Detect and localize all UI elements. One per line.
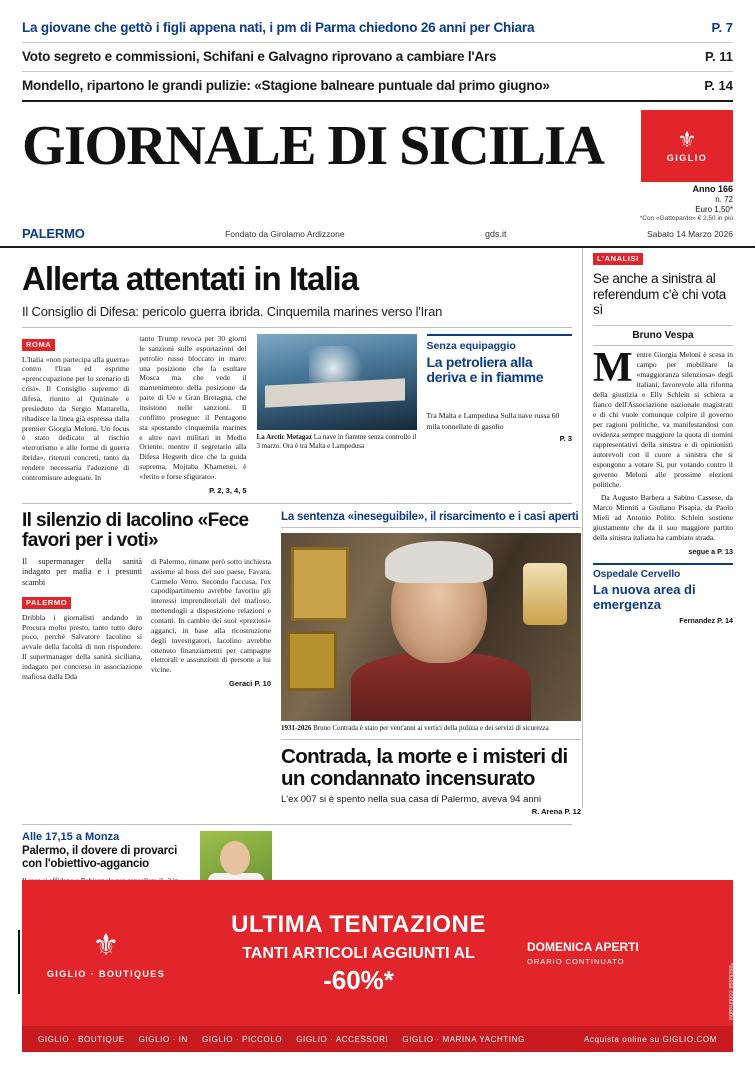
teaser-page: P. 14: [704, 78, 733, 93]
ad-disclaimer: *esclusse continuativi: [727, 962, 733, 1020]
lead-text-col-2: [139, 334, 246, 495]
hospital-kicker: Ospedale Cervello: [593, 569, 681, 581]
issue-price-note: *Con «Gattopardo» € 2,50 in più: [639, 215, 733, 223]
ship-caption: [257, 433, 417, 451]
contrada-headline: Contrada, la morte e i misteri di un condannato incensurato: [281, 739, 581, 789]
ship-caption-text: La nave in fiamme senza controllo il 3 marzo. Ora è tra Malta e Lampedusa: [256, 433, 417, 451]
edition-city: PALERMO: [22, 226, 85, 242]
iacolino-body-1: Dribbla i giornalisti andando in Procura molto presto, tanto tutto duro poco, perché Salvatore Iacolino si avvale della facoltà di non rispondere. Il supermanager della sanità siciliana, indagato per concorso in associazione mafiosa dalla Dda: [22, 612, 142, 681]
teaser-list: [0, 0, 755, 106]
hospital-title: La nuova area di emergenza: [593, 582, 696, 612]
lead-body-2: tanto Trump revoca per 30 giorni le sanzioni sulle esportazioni del petrolio russo bloccato in mare: una posizione che fa esultare Mosca ma che vede il mantenimento della posizione da parte di Ue e Gran Bretagna, che insistono nelle sanzioni. Il conflitto prosegue: il Pentagono sta spostando cinquemila marines e altre navi militari in Medio Oriente, mentre il segretario alla Difesa Hegseth dice che la guida suprema, Mojtaba Khamenei, è «ferito e forse sfigurato».: [139, 334, 247, 482]
analysis-body-2: Da Augusto Barbera a Sabino Cassese, da Marco Minniti a Giuliano Pisapia, da Paolo Mieli ad Antonio Polito. Schlein sostiene giustamente che da il suo maggiore partito della sinistra italiana ha cambiato strada.: [593, 493, 733, 543]
secondary-section: [22, 503, 581, 817]
analysis-author: Bruno Vespa: [593, 325, 733, 346]
masthead: [0, 106, 755, 182]
ad-footer-item[interactable]: GIGLIO · PICCOLO: [201, 1034, 283, 1044]
contrada-subhead: L'ex 007 si è spento nella sua casa di Palermo, aveva 94 anni: [281, 794, 542, 806]
ad-discount: -60%*: [323, 964, 394, 995]
person-body-shape: [351, 653, 531, 721]
fleur-de-lis-icon: ⚜: [677, 127, 697, 152]
picture-frame-icon: [287, 631, 337, 691]
hospital-page-ref: Fernandez P. 14: [679, 615, 733, 625]
lead-story: [22, 334, 572, 495]
teaser-page: P. 7: [711, 20, 733, 35]
contrada-caption: [281, 724, 581, 733]
iacolino-col-1: [22, 557, 142, 688]
content-area: [0, 248, 755, 871]
ad-footer-item[interactable]: GIGLIO · MARINA YACHTING: [402, 1034, 525, 1044]
ad-line-2: TANTI ARTICOLI AGGIUNTI AL: [242, 944, 475, 962]
analysis-title[interactable]: Se anche a sinistra al referendum c'è chi vota sì: [593, 271, 726, 318]
sponsor-name: GIGLIO: [666, 153, 708, 163]
ship-photo: [257, 334, 417, 430]
hull-shape: [265, 378, 405, 407]
lead-page-ref: P. 2, 3, 4, 5: [209, 485, 247, 495]
teaser-item[interactable]: [22, 43, 733, 72]
ad-continuous-hours: ORARIO CONTINUATO: [527, 957, 625, 966]
ad-footer-item[interactable]: GIGLIO · BOUTIQUE: [38, 1034, 125, 1044]
box-body: Tra Malta e Lampedusa Sulla nave russa 60 mila tonnellate di gasolio: [426, 411, 560, 431]
main-column: [22, 248, 582, 871]
analysis-body: [593, 344, 733, 490]
issue-info: [0, 182, 755, 223]
lead-headline[interactable]: Allerta attentati in Italia: [22, 260, 359, 298]
person-hair-shape: [385, 541, 493, 583]
ad-open-sunday: DOMENICA APERTI: [527, 940, 639, 954]
analysis-body-text: entre Giorgia Meloni è scesa in campo per mobilitare la «maggioranza silenziosa» degli italiani, favorevole alla riforma della giustizia e Elly Schlein si schiera a fianco dell'Associazione nazionale magistrati e di chi vuole comunque colpire il governo per ragioni politiche, va manifestandosi con evidenza sempre maggiore la quota di uomini rappresentativi della sinistra e di opinionisti autorevoli con il cuore a sinistra che si espongono a votare Sì, pur votando contro il governo Meloni alle prossime elezioni politiche.: [593, 349, 733, 489]
contrada-page-ref: R. Arena P. 12: [531, 807, 581, 817]
ship-caption-title: La Arctic Metagaz: [256, 433, 312, 442]
iacolino-intro: Il supermanager della sanità indagato per mafia e i presunti scambi: [22, 556, 142, 588]
sport-headline: Palermo, il dovere di provarci con l'obiettivo-aggancio: [22, 845, 178, 871]
lead-text-col-1: [22, 334, 129, 495]
issue-price: Euro 1,50*: [695, 205, 733, 215]
issue-year: Anno 166: [692, 184, 733, 194]
ad-online-link[interactable]: Acquista online su GIGLIO.COM: [583, 1034, 717, 1044]
iacolino-columns: [22, 557, 271, 688]
sponsor-logo-badge[interactable]: [641, 110, 733, 182]
section-kicker: ROMA: [22, 339, 55, 351]
ship-photo-block: [257, 334, 417, 495]
teaser-text: La giovane che gettò i figli appena nati, i pm di Parma chiedono 26 anni per Chiara: [22, 20, 535, 35]
picture-frame-icon: [291, 547, 349, 621]
iacolino-col-2: [151, 557, 271, 688]
analysis-page-ref: segue a P. 13: [688, 547, 733, 557]
box-page-ref: P. 3: [559, 433, 572, 443]
bottom-advertisement[interactable]: [22, 880, 733, 1026]
box-kicker: Senza equipaggio: [426, 340, 516, 353]
ad-footer-item[interactable]: GIGLIO · ACCESSORI: [296, 1034, 389, 1044]
masthead-subbar: [0, 223, 755, 248]
teaser-item[interactable]: [22, 14, 733, 43]
ad-footer-bar: [22, 1026, 733, 1052]
lamp-shape: [523, 563, 567, 625]
teaser-item[interactable]: [22, 72, 733, 102]
ad-brand: [22, 880, 190, 1026]
teaser-page: P. 11: [705, 49, 733, 64]
analysis-kicker: L'ANALISI: [593, 253, 643, 265]
ad-hours: [527, 880, 717, 1026]
contrada-kicker: La sentenza «ineseguibile», il risarcimento e i casi aperti: [281, 511, 581, 528]
contrada-story[interactable]: [281, 511, 581, 817]
issue-number: n. 72: [715, 195, 733, 205]
player-head-shape: [220, 841, 250, 875]
divider: [22, 327, 572, 328]
iacolino-body-2: di Palermo, rimane però sotto inchiesta assieme al boss del suo paese, Favara, Carmelo Vetro. Secondo l'accusa, l'ex capodipartimento avrebbe favorito gli interessi imprenditoriali del mafioso, mettendogli a disposizione relazioni e contatti. In cambio dei suoi «preziosi» agganci, in base alla ricostruzione degli investigatori, Iacolino avrebbe ottenuto finanziamenti per campagne elettorali e assunzioni di persone a lui vicine.: [151, 556, 271, 675]
iacolino-story[interactable]: [22, 511, 271, 817]
ad-message: [190, 880, 527, 1026]
lead-body-1: L'Italia «non partecipa alla guerra» contro l'Iran ed esprime «preoccupazione per lo scenario di crisi». Il Consiglio supremo di difesa, riunito al Quirinale e presieduto da Sergio Mattarella, ribadisce la linea già espressa dalla premier Giorgia Meloni. Un focus è stato dedicato al rischio «terrorismo e alle forme di guerra ibrida», ritenuti concreti, tanto da rendere necessaria l'adozione di contromisure adeguate. In: [22, 354, 130, 482]
contrada-photo: [281, 533, 581, 721]
fleur-de-lis-icon: ⚜: [92, 928, 120, 962]
teaser-text: Mondello, ripartono le grandi pulizie: «Stagione balneare puntuale dal primo giugno»: [22, 78, 550, 93]
smoke-shape: [309, 346, 369, 384]
hospital-box[interactable]: [593, 563, 733, 625]
analysis-column: [582, 248, 733, 808]
issue-date: Sabato 14 Marzo 2026: [646, 228, 733, 239]
iacolino-headline: Il silenzio di Iacolino «Fece favori per i voti»: [22, 509, 249, 551]
sport-kicker: Alle 17,15 a Monza: [22, 831, 120, 844]
ad-footer-item[interactable]: GIGLIO · IN: [138, 1034, 188, 1044]
iacolino-page-ref: Geraci P. 10: [229, 679, 271, 689]
contrada-caption-years: 1931-2026: [281, 723, 312, 732]
contrada-caption-text: Bruno Contrada è stato per vent'anni ai vertici della polizia e dei servizi di sicurezza: [313, 723, 549, 732]
website-link[interactable]: gds.it: [485, 228, 507, 239]
analysis-dropcap: M: [593, 344, 633, 391]
ad-line-1: ULTIMA TENTAZIONE: [231, 910, 486, 938]
iacolino-kicker: PALERMO: [22, 597, 71, 609]
teaser-text: Voto segreto e commissioni, Schifani e Galvagno riprovano a cambiare l'Ars: [22, 49, 497, 64]
oil-tanker-box[interactable]: [427, 334, 572, 495]
lead-subhead: Il Consiglio di Difesa: pericolo guerra ibrida. Cinquemila marines verso l'Iran: [22, 304, 443, 320]
ad-brand-name: GIGLIO · BOUTIQUES: [46, 968, 166, 979]
founder-line: Fondato da Girolamo Ardizzone: [225, 228, 345, 239]
box-title: La petroliera alla deriva e in fiamme: [426, 354, 544, 386]
newspaper-title: GIORNALE DI SICILIA: [22, 115, 604, 177]
